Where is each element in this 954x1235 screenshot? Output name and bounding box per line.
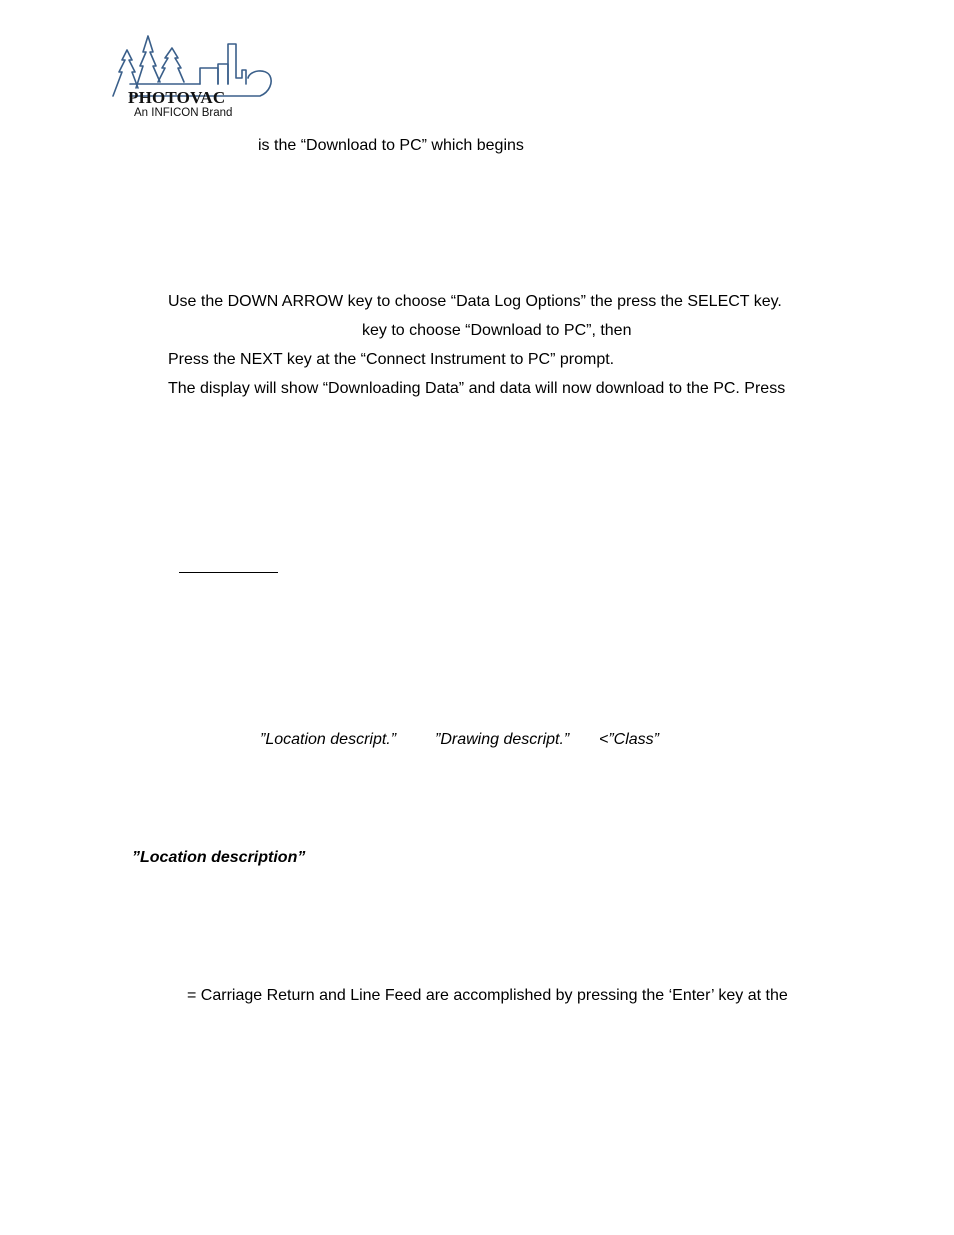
- format-class-field: <”Class”: [599, 731, 660, 748]
- step-next-key: Press the NEXT key at the “Connect Instrument to PC” prompt.: [168, 351, 615, 368]
- logo-tagline: An INFICON Brand: [134, 107, 233, 119]
- note-crlf: = Carriage Return and Line Feed are accomplished by pressing the ‘Enter’ key at the: [187, 987, 788, 1004]
- step-down-arrow: Use the DOWN ARROW key to choose “Data Log Options” the press the SELECT key.: [168, 293, 782, 310]
- logo-wordmark: PHOTOVAC: [128, 88, 226, 107]
- step-choose-download: key to choose “Download to PC”, then: [362, 322, 632, 339]
- format-location-field: ”Location descript.”: [260, 731, 397, 748]
- company-logo: [110, 32, 280, 122]
- format-drawing-field: ”Drawing descript.”: [435, 731, 570, 748]
- download-intro-text: is the “Download to PC” which begins: [258, 137, 524, 154]
- underline-rule: [179, 572, 278, 573]
- step-display: The display will show “Downloading Data” and data will now download to the PC. Press: [168, 380, 786, 397]
- heading-location-description: ”Location description”: [132, 849, 306, 866]
